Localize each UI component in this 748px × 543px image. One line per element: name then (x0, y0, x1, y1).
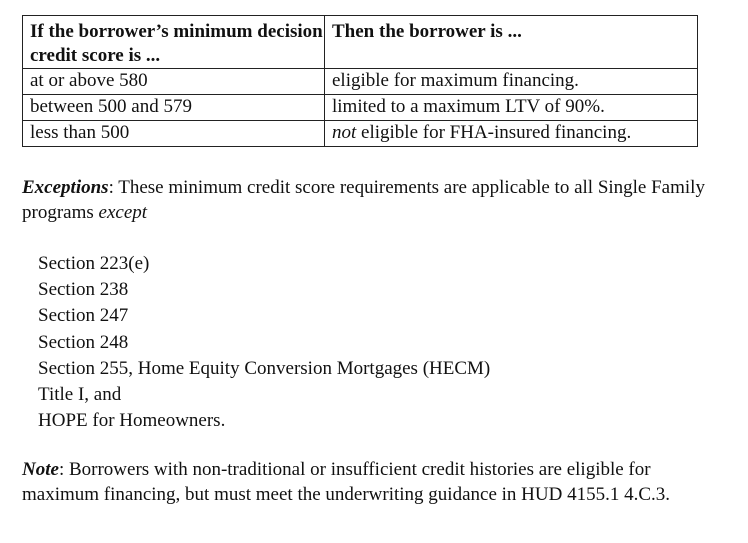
table-row (23, 121, 698, 147)
score-range-cell: at or above 580 (23, 69, 325, 95)
list-item: Section 255, Home Equity Conversion Mortgages (HECM) (38, 357, 491, 379)
eligibility-emphasis: not (332, 122, 357, 143)
exceptions-emphasis: except (98, 202, 148, 223)
eligibility-cell (325, 95, 698, 121)
eligibility-cell (325, 121, 698, 147)
eligibility-cell (325, 69, 698, 95)
exception-programs-list (38, 251, 490, 434)
list-item: Section 247 (38, 305, 129, 327)
table-row (23, 95, 698, 121)
list-item: Title I, and (38, 384, 122, 406)
score-range-cell: between 500 and 579 (23, 95, 325, 121)
eligibility-text: eligible for FHA-insured financing. (356, 122, 632, 143)
eligibility-text: limited to a maximum LTV of 90%. (332, 96, 605, 117)
exceptions-text: : These minimum credit score requirements are applicable to all Single Family programs (22, 177, 705, 223)
exceptions-paragraph (22, 175, 722, 225)
eligibility-text: eligible for maximum financing. (332, 70, 579, 91)
score-range-cell: less than 500 (23, 121, 325, 147)
list-item: HOPE for Homeowners. (38, 410, 226, 432)
note-label: Note (22, 459, 59, 480)
table-row (23, 69, 698, 95)
note-paragraph (22, 457, 722, 507)
list-item: Section 248 (38, 331, 129, 353)
exceptions-label: Exceptions (22, 177, 109, 198)
credit-score-table (22, 15, 698, 147)
list-item: Section 223(e) (38, 253, 150, 274)
header-borrower-status: Then the borrower is ... (325, 16, 698, 69)
table-header-row (23, 16, 698, 69)
header-credit-score: If the borrower’s minimum decision credit score is ... (23, 16, 325, 69)
list-item: Section 238 (38, 279, 129, 301)
note-text: : Borrowers with non-traditional or insufficient credit histories are eligible for maximum financing, but must meet the underwriting guidance in HUD 4155.1 4.C.3. (22, 459, 671, 505)
